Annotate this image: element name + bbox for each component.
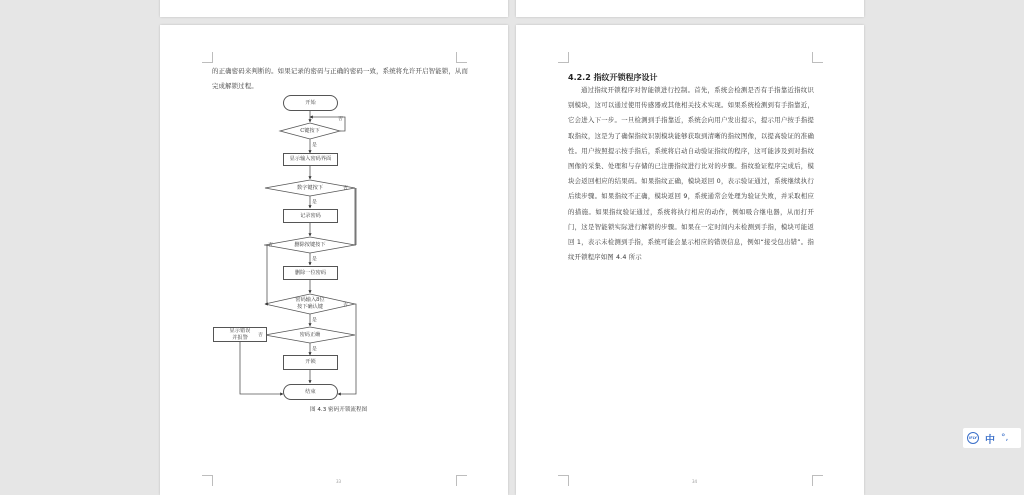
margin-mark-top-right: [812, 52, 823, 63]
section-heading: 4.2.2 指纹开锁程序设计: [568, 73, 658, 82]
margin-mark-bottom-right: [812, 475, 823, 486]
label-yes-digit-key: 是: [312, 200, 317, 205]
node-error-line1: 显示错误: [229, 327, 251, 334]
previous-page-right: [516, 0, 864, 17]
ime-language-toggle[interactable]: 中: [985, 434, 995, 446]
previous-page-left: [160, 0, 508, 17]
node-start: 开始: [283, 95, 338, 111]
figure-caption: 图 4.3 密码开锁流程图: [310, 407, 368, 413]
label-no-del-key: 否: [268, 243, 273, 248]
label-no-digit-key: 否: [343, 186, 348, 191]
node-unlock: 开锁: [283, 355, 338, 370]
node-eight-digits-line2: 按下确认键: [297, 304, 323, 310]
document-page-right: [516, 25, 864, 495]
node-delete-one-digit: 删除一位密码: [283, 266, 338, 280]
margin-mark-top-left: [558, 52, 569, 63]
node-eight-digits-line1: 密码输入8位: [295, 297, 325, 303]
ime-toolbar[interactable]: [963, 428, 1021, 448]
ime-punctuation-toggle[interactable]: °,: [1001, 432, 1009, 443]
ime-logo-icon[interactable]: iFLY: [967, 432, 979, 444]
node-eight-digits-confirm: [270, 297, 350, 311]
continued-paragraph: 的正确密码来判断的。如果记录的密码与正确的密码一致，系统将允许开启智能锁，从而完成解锁过程。: [212, 67, 468, 91]
label-yes-correct: 是: [312, 347, 317, 352]
node-end: 结束: [283, 384, 338, 400]
node-delete-key-pressed: 删除按键按下: [294, 241, 326, 248]
node-c-key-pressed: C键按下: [300, 127, 320, 134]
document-page-left: [160, 25, 508, 495]
label-no-eight-digits: 否: [343, 303, 348, 308]
label-no-correct: 否: [258, 333, 263, 338]
password-unlock-flowchart: [160, 25, 508, 480]
label-yes-del-key: 是: [312, 257, 317, 262]
node-password-correct: 密码正确: [299, 331, 321, 338]
section-paragraph: 通过指纹开锁程序对智能锁进行控制。首先，系统会检测是否有手指靠近指纹识别模块，这可以通过使用传感器或其他相关技术实现。如果系统检测到有手指靠近，它会进入下一步。一旦检测到手指靠近，系统会向用户发出提示，提示用户按手指提取指纹，这是为了确保指纹识别模块能够获取到清晰的指纹图像，以提高验证的准确性。用户按照提示按手指后，系统将启动自动验证指纹的程序，这可能涉及到对指纹图像的采集、处理和与存储的已注册指纹进行比对的步骤。指纹验证程序完成后，模块会返回相应的结果码。如果指纹正确，模块返回 0，表示验证通过，系统继续执行后续步骤。如果指纹不正确，模块返回 9，系统通常会处理为验证失败，并采取相应的措施。如果指纹验证通过，系统将执行相应的动作，例如吸合继电器，从而打开门，这是智能锁实际进行解锁的步骤。如果在一定时间内未检测到手指，模块可能返回 1，表示未检测到手指，系统可能会显示相应的错误信息，例如“接受包出错”。指纹开锁程序如图 4.4 所示: [568, 86, 814, 262]
page-number: 34: [692, 479, 698, 484]
node-record-password: 记录密码: [283, 209, 338, 223]
label-no-c-key: 否: [338, 117, 343, 122]
node-digit-key-pressed: 数字键按下: [297, 184, 323, 191]
margin-mark-bottom-left: [558, 475, 569, 486]
page-number: 33: [336, 479, 342, 484]
label-yes-eight-digits: 是: [312, 318, 317, 323]
label-yes-c-key: 是: [312, 143, 317, 148]
node-show-password-ui: 显示输入密码界面: [283, 153, 338, 166]
node-error-line2: 并报警: [232, 334, 248, 341]
